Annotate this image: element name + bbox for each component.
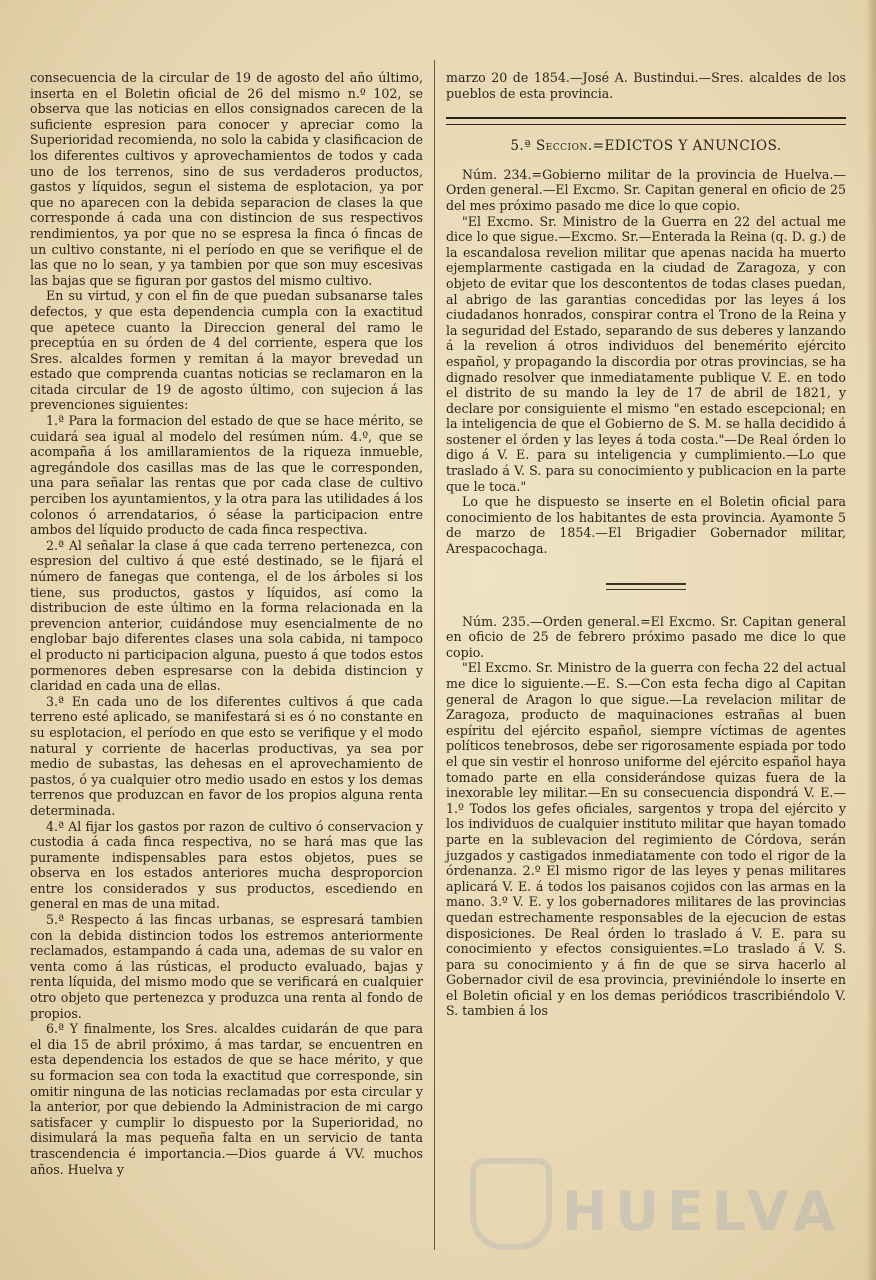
notice-235-body: "El Excmo. Sr. Ministro de la guerra con fecha 22 del actual me dice lo siguiente.—E. S.—Con esta fecha digo al Capitan general de Aragon lo que sigue.—La revelacion militar de Zaragoza, producto de maquinaciones estrañas al buen espíritu del ejército español, siempre víctimas de agentes políticos tenebrosos, debe ser rigorosamente espiada por todo el que sin vestir el honroso uniforme del ejército español haya tomado parte en ella considerándose quizas fuera de la inexorable ley militar.—En su consecuencia dispondrá V. E.—1.º Todos los gefes oficiales, sargentos y tropa del ejército y los individuos de cualquier instituto militar que hayan tomado parte en la sublevacion del regimiento de Córdova, serán juzgados y castigados inmediatamente con todo el rigor de la órdenanza. 2.º El mismo rigor de las leyes y penas militares aplicará V. E. á todos los paisanos cojidos con las armas en la mano. 3.º V. E. y los gobernadores militares de las provincias quedan estrechamente responsables de la ejecucion de estas disposiciones. De Real órden lo traslado á V. E. para su conocimiento y efectos consiguientes.=Lo traslado á V. S. para su conocimiento y á fin de que se sirva hacerlo al Gobernador civil de esa provincia, previniéndole lo inserte en el Boletin oficial y en los demas periódicos trascribiéndolo V. S. tambien á los <box>446 660 846 1019</box>
page-edge-shadow <box>866 0 876 1280</box>
circular-paragraph-virtud: En su virtud, y con el fin de que puedan subsanarse tales defectos, y que esta dependencia cumpla con la exactitud que apetece cuanto la Direccion general del ramo le preceptúa en su órden de 4 del corriente, espera que los Sres. alcaldes formen y remitan á la mayor brevedad un estado que comprenda cuantas noticias se reclamaron en la citada circular de 19 de agosto último, con sujecion á las prevenciones siguientes: <box>30 288 423 413</box>
circular-signature-line: marzo 20 de 1854.—José A. Bustindui.—Sres. alcaldes de los pueblos de esta provincia. <box>446 70 846 101</box>
notice-234-body: "El Excmo. Sr. Ministro de la Guerra en 22 del actual me dice lo que sigue.—Excmo. Sr.—Enterada la Reina (q. D. g.) de la escandalosa revelion militar que apenas nacida ha muerto ejemplarmente castigada en la ciudad de Zaragoza, y con objeto de evitar que los descontentos de todas clases puedan, al abrigo de las garantias concedidas por las leyes á los ciudadanos honrados, conspirar contra el Trono de la Reina y la seguridad del Estado, separando de sus deberes y lanzando á la revelion á otros individuos del benemérito ejército español, y propagando la discordia por otras provincias, se ha dignado resolver que inmediatamente publique V. E. en todo el distrito de su mando la ley de 17 de abril de 1821, y declare por consiguiente el mismo "en estado escepcional; en la inteligencia de que el Gobierno de S. M. se halla decidido á sostener el órden y las leyes á toda costa."—De Real órden lo digo á V. E. para su inteligencia y cumplimiento.—Lo que traslado á V. S. para su conocimiento y publicacion en la parte que le toca." <box>446 213 846 494</box>
prevention-5: 5.ª Respecto á las fincas urbanas, se espresará tambien con la debida distincion todos los estremos anteriormente reclamados, estampando á cada una, ademas de su valor en venta como á las rústicas, el producto evaluado, bajas y renta líquida, del mismo modo que se verificará en cualquier otro objeto que pertenezca y produzca una renta al fondo de propios. <box>30 912 423 1021</box>
circular-paragraph-continuation: consecuencia de la circular de 19 de agosto del año último, inserta en el Boletin oficial de 26 del mismo n.º 102, se observa que las noticias en ellos consignados carecen de la suficiente espresion para conocer y apreciar como la Superioridad recomienda, no solo la cabida y clasificacion de los diferentes cultivos y aprovechamientos de todos y cada uno de los terrenos, sino de sus verdaderos productos, gastos y líquidos, segun el sistema de esplotacion, ya por que no aparecen con la debida separacion de clases la que corresponde á cada una con distincion de sus respectivos rendimientos, ya por que no se espresa la finca ó fincas de un cultivo constante, ni el período en que se verifique el de las que no lo sean, y ya tambien por que son muy escesivas las bajas que se figuran por gastos del mismo cultivo. <box>30 70 423 288</box>
prevention-1: 1.ª Para la formacion del estado de que se hace mérito, se cuidará sea igual al modelo del resúmen núm. 4.º, que se acompaña á los amillaramientos de la riqueza inmueble, agregándole dos casillas mas de las que le corresponden, una para señalar las rentas que por cada clase de cultivo perciben los ayuntamientos, y la otra para las utilidades á los colonos ó arrendatarios, ó séase la participacion entre ambos del líquido producto de cada finca respectiva. <box>30 413 423 538</box>
notice-separator <box>606 583 686 590</box>
section-divider-rule <box>446 117 846 125</box>
left-column <box>30 70 423 1177</box>
section-number: 5.ª <box>510 138 532 155</box>
notice-234-heading: Núm. 234.=Gobierno militar de la provincia de Huelva.—Orden general.—El Excmo. Sr. Capitan general en oficio de 25 del mes próximo pasado me dice lo que copio. <box>446 166 846 213</box>
section-title: =EDICTOS Y ANUNCIOS. <box>592 138 782 155</box>
section-label: Seccion. <box>535 138 593 155</box>
archive-watermark <box>470 1150 843 1260</box>
watermark-shield-icon <box>470 1158 552 1250</box>
prevention-3: 3.ª En cada uno de los diferentes cultivos á que cada terreno esté aplicado, se manifestará si es ó no constante en su esplotacion, el período en que esto se verifique y el modo natural y corriente de hacerlas productivas, ya sea por medio de subastas, las dehesas en el aprovechamiento de pastos, ó ya cualquier otro medio usado en estos y los demas terrenos que produzcan en favor de los propios alguna renta determinada. <box>30 693 423 818</box>
notice-234-closing: Lo que he dispuesto se inserte en el Boletin oficial para conocimiento de los habitantes de esta provincia. Ayamonte 5 de marzo de 1854.—El Brigadier Gobernador militar, Arespacochaga. <box>446 494 846 557</box>
prevention-2: 2.ª Al señalar la clase á que cada terreno pertenezca, con espresion del cultivo á que esté destinado, se le fijará el número de fanegas que contenga, el de los árboles si los tiene, sus productos, gastos y líquidos, así como la distribucion de este último en la forma relacionada en la prevencion anterior, cuidándose muy esencialmente de no englobar bajo diferentes clases una sola cabida, ni tampoco el producto ni participacion alguna, puesto á que todos estos pormenores deben espresarse con la debida distincion y claridad en cada una de ellas. <box>30 537 423 694</box>
prevention-4: 4.ª Al fijar los gastos por razon de cultivo ó conservacion y custodia á cada finca respectiva, no se hará mas que las puramente indispensables para estos objetos, pues se observa en los estados anteriores mucha desproporcion entre los considerados y sus productos, escediendo en general en mas de una mitad. <box>30 818 423 912</box>
section-heading <box>446 139 846 155</box>
right-column <box>446 70 846 1019</box>
prevention-6: 6.ª Y finalmente, los Sres. alcaldes cuidarán de que para el dia 15 de abril próximo, á mas tardar, se encuentren en esta dependencia los estados de que se hace mérito, y que su formacion sea con toda la exactitud que corresponde, sin omitir ninguna de las noticias reclamadas por esta circular y la anterior, por que debiendo la Administracion de mi cargo satisfacer y cumplir lo dispuesto por la Superioridad, no disimulará la mas pequeña falta en un servicio de tanta trascendencia é importancia.—Dios guarde á VV. muchos años. Huelva y <box>30 1021 423 1177</box>
column-divider <box>434 60 435 1250</box>
notice-235-heading: Núm. 235.—Orden general.=El Excmo. Sr. Capitan general en oficio de 25 de febrero próximo pasado me dice lo que copio. <box>446 613 846 660</box>
watermark-text: HUELVA <box>562 1180 843 1243</box>
